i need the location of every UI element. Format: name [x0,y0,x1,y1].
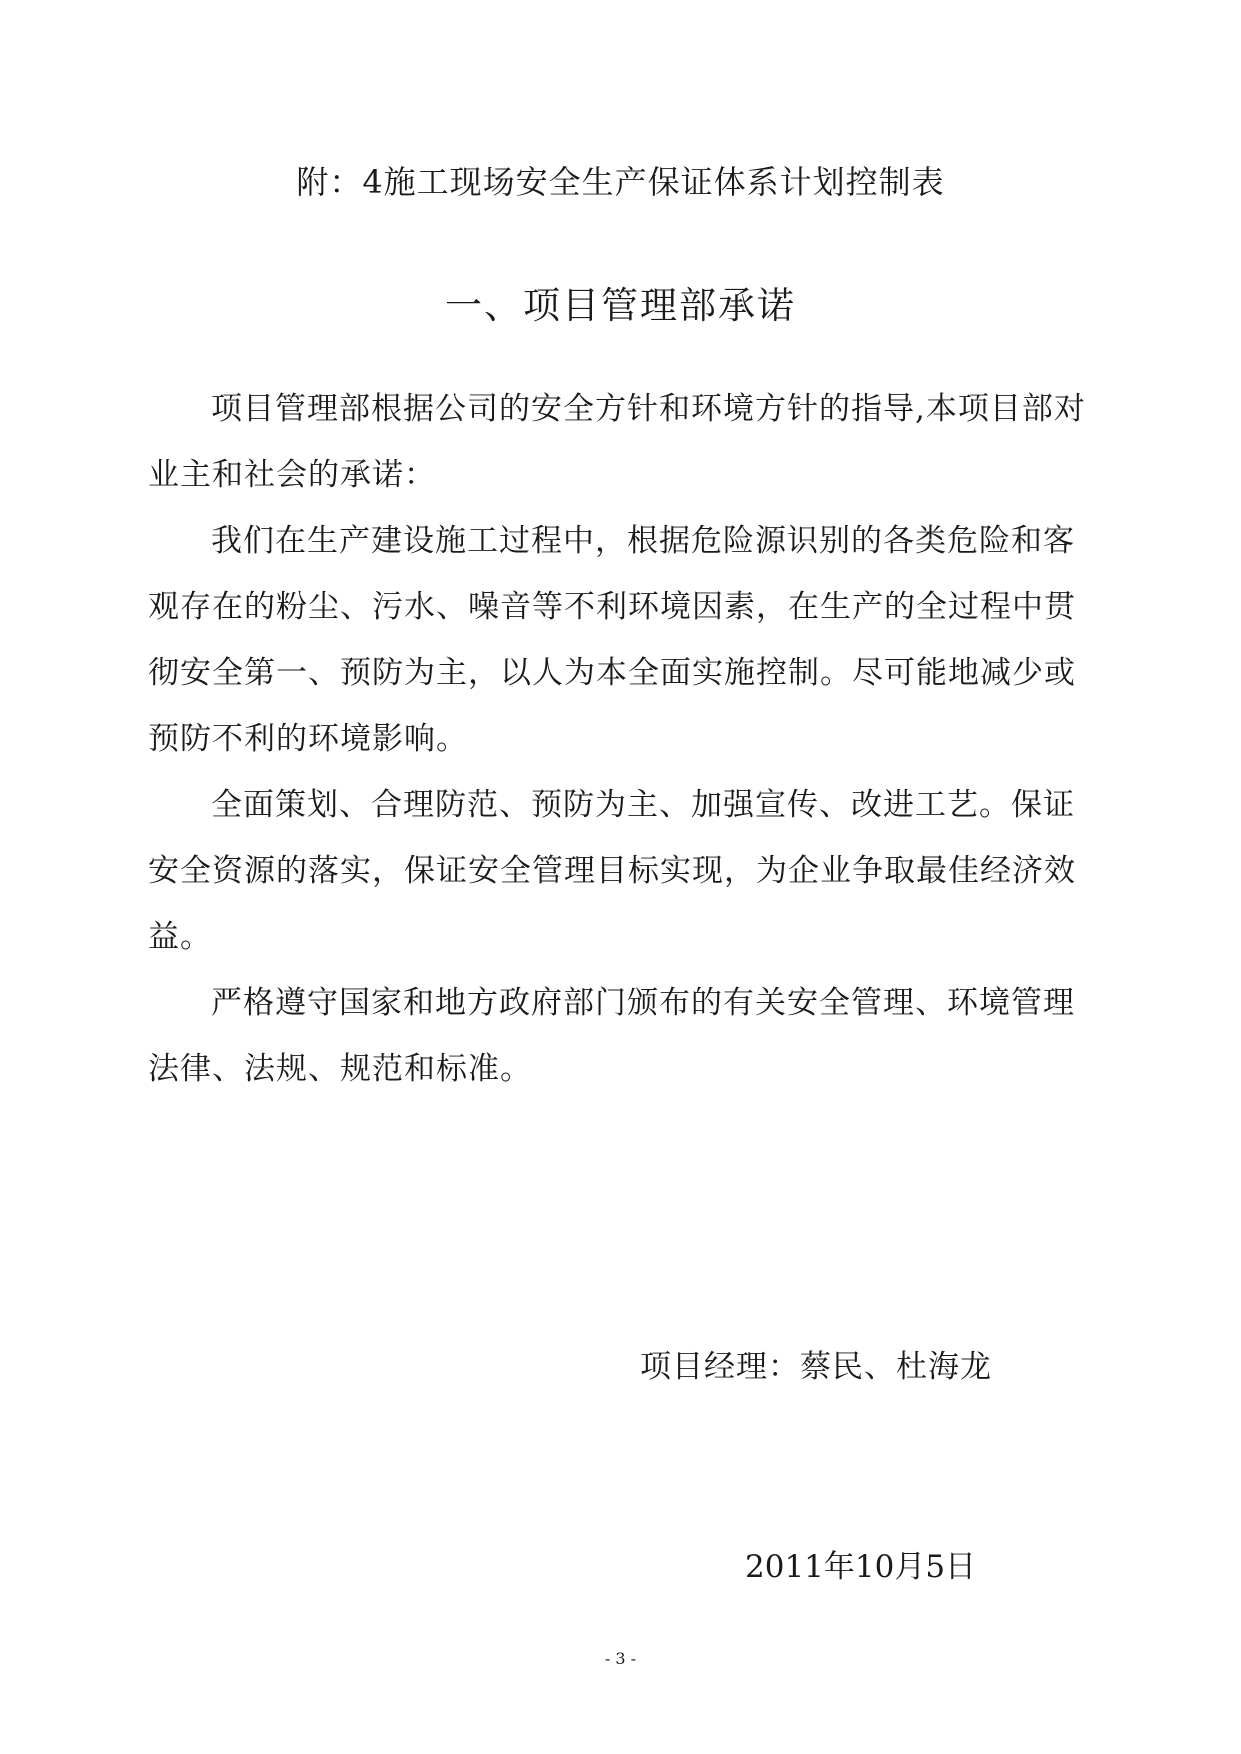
paragraph-hazard-control: 我们在生产建设施工过程中，根据危险源识别的各类危险和客观存在的粉尘、污水、噪音等不利环境因素，在生产的全过程中贯彻安全第一、预防为主，以人为本全面实施控制。尽可能地减少或预防不利的环境影响。 [148,523,1076,757]
signature-date: 2011年10月5日 [745,1549,977,1585]
project-manager-signature: 项目经理：蔡民、杜海龙 [640,1349,992,1385]
paragraph-compliance: 严格遵守国家和地方政府部门颁布的有关安全管理、环境管理法律、法规、规范和标准。 [148,985,1075,1087]
commitment-body [148,376,1093,1102]
attachment-title: 附：4施工现场安全生产保证体系计划控制表 [296,163,945,201]
paragraph-planning: 全面策划、合理防范、预防为主、加强宣传、改进工艺。保证安全资源的落实，保证安全管理目标实现，为企业争取最佳经济效益。 [148,787,1076,955]
page-number: - 3 - [604,1649,637,1668]
section-heading: 一、项目管理部承诺 [445,284,796,327]
paragraph-intro: 项目管理部根据公司的安全方针和环境方针的指导,本项目部对业主和社会的承诺： [148,391,1086,493]
